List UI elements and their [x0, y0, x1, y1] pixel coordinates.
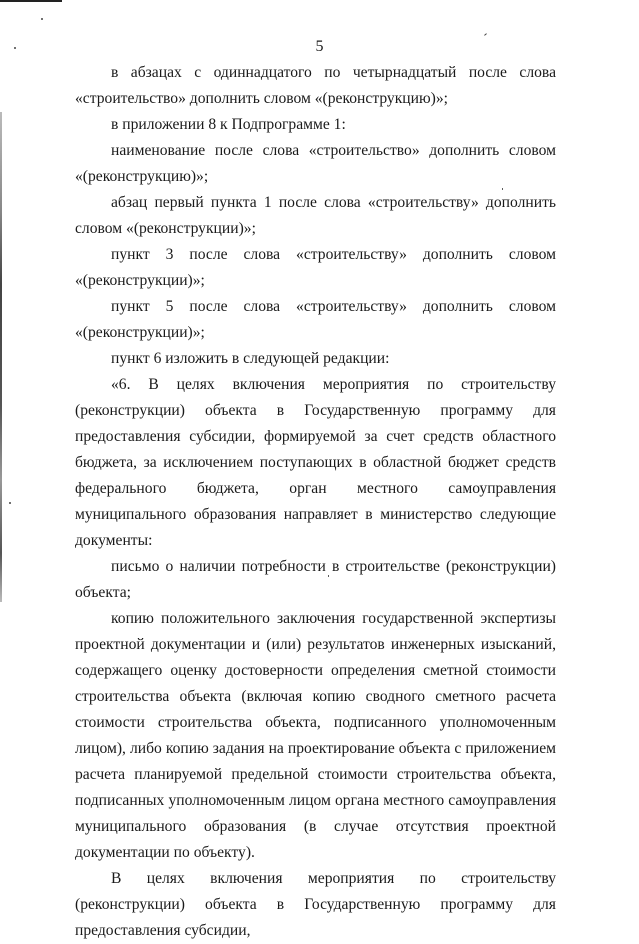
paragraph-pismo: письмо о наличии потребности в строительстве (реконструкции) объекта; [75, 558, 556, 601]
scan-artifact-top-bar [0, 0, 62, 2]
paragraph-v-celyah-vklyucheniya: В целях включения мероприятия по строительству (реконструкции) объекта в Государственную программу для предоставления субсидии, [75, 870, 556, 939]
paragraph-abzacy: в абзацах с одиннадцатого по четырнадцатый после слова «строительство» дополнить словом «(реконструкцию)»; [75, 64, 556, 107]
page-body [75, 60, 556, 944]
paragraph-punkt-6-text: «6. В целях включения мероприятия по строительству (реконструкции) объекта в Государственную программу для предоставления субсидии, формируемой за счет средств областного бюджета, за исключением поступающих в областной бюджет средств федерального бюджета, орган местного самоуправления муниципального образования направляет в министерство следующие документы: [75, 376, 556, 549]
paragraph-punkt-3: пункт 3 после слова «строительству» дополнить словом «(реконструкции)»; [75, 246, 556, 289]
paragraph-punkt-5: пункт 5 после слова «строительству» дополнить словом «(реконструкции)»; [75, 298, 556, 341]
paragraph-naimenovanie: наименование после слова «строительство» дополнить словом «(реконструкцию)»; [75, 142, 556, 185]
paragraph-prilozhenie-8: в приложении 8 к Подпрограмме 1: [111, 116, 346, 133]
paragraph-kopiyu-zaklyucheniya: копию положительного заключения государственной экспертизы проектной документации и (или) результатов инженерных изысканий, содержащего оценку достоверности определения сметной стоимости строительства объекта (включая копию сводного сметного расчета стоимости строительства объекта, подписанного уполномоченным лицом), либо копию задания на проектирование объекта с приложением расчета планируемой предельной стоимости строительства объекта, подписанных уполномоченным лицом органа местного самоуправления муниципального образования (в случае отсутствия проектной документации по объекту). [75, 610, 556, 861]
paragraph-punkt-6-intro: пункт 6 изложить в следующей редакции: [111, 350, 390, 367]
scan-speck [41, 18, 43, 20]
scan-speck [9, 502, 11, 504]
scan-speck [484, 33, 487, 36]
page-number: 5 [315, 38, 324, 55]
paragraph-abzac-pervyi-punkta-1: абзац первый пункта 1 после слова «строительству» дополнить словом «(реконструкции)»; [75, 194, 556, 237]
scan-artifact-left-border [0, 112, 2, 602]
